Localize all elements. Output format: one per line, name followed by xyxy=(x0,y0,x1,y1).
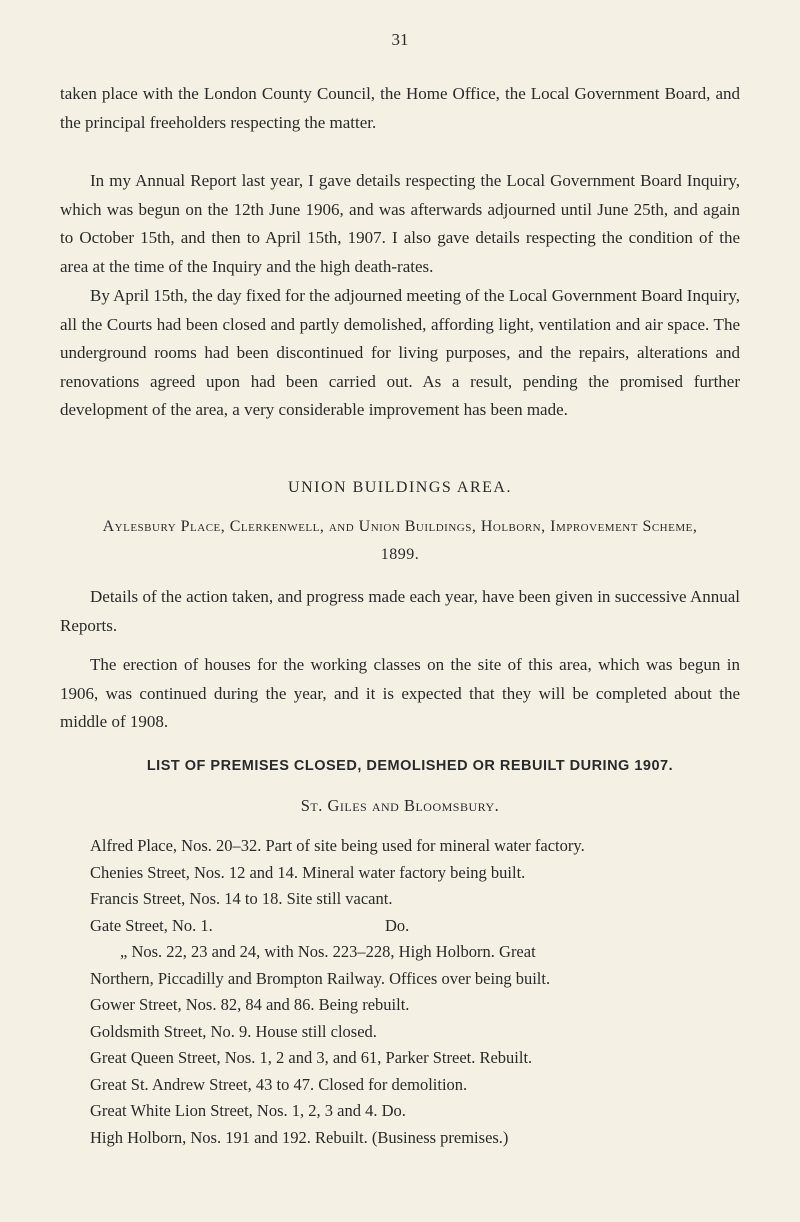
page-number: 31 xyxy=(391,30,409,49)
premises-list xyxy=(90,833,740,1151)
paragraph-1: taken place with the London County Council, the Home Office, the Local Government Board, and the principal freeholders respecting the matter. xyxy=(60,84,740,132)
list-item: „ Nos. 22, 23 and 24, with Nos. 223–228, High Holborn. Great xyxy=(120,942,536,961)
list-item-text: Gate Street, No. 1. xyxy=(90,915,213,935)
list-item: Great Queen Street, Nos. 1, 2 and 3, and 61, Parker Street. Rebuilt. xyxy=(90,1048,533,1067)
list-item: Francis Street, Nos. 14 to 18. Site still vacant. xyxy=(90,889,393,908)
paragraph-3: By April 15th, the day fixed for the adjourned meeting of the Local Government Board Inquiry, all the Courts had been closed and partly demolished, affording light, ventilation and air space. The underground rooms had been discontinued for living purposes, and the repairs, alterations and renovations agreed upon had been carried out. As a result, pending the promised further development of the area, a very considerable improvement has been made. xyxy=(60,286,740,419)
list-item: Great St. Andrew Street, 43 to 47. Closed for demolition. xyxy=(90,1074,468,1094)
section-subheading: Aylesbury Place, Clerkenwell, and Union Buildings, Holborn, Improvement Scheme, 1899. xyxy=(102,518,698,563)
list-item: Gower Street, Nos. 82, 84 and 86. Being rebuilt. xyxy=(90,995,410,1014)
section-heading: UNION BUILDINGS AREA. xyxy=(288,479,512,496)
district-heading: St. Giles and Bloomsbury. xyxy=(300,796,500,815)
ditto-mark: Do. xyxy=(385,915,410,935)
list-item: Great White Lion Street, Nos. 1, 2, 3 and 4. Do. xyxy=(90,1101,406,1120)
section-paragraph-2: The erection of houses for the working classes on the site of this area, which was begun in 1906, was continued during the year, and it is expected that they will be completed about the middle of 1908. xyxy=(60,655,740,731)
list-item-continuation: Northern, Piccadilly and Brompton Railway. Offices over being built. xyxy=(90,968,551,988)
list-item: High Holborn, Nos. 191 and 192. Rebuilt. (Business premises.) xyxy=(90,1127,509,1147)
list-item: Goldsmith Street, No. 9. House still closed. xyxy=(90,1021,377,1041)
paragraph-2: In my Annual Report last year, I gave details respecting the Local Government Board Inquiry, which was begun on the 12th June 1906, and was afterwards adjourned until June 25th, and again to October 15th, and then to April 15th, 1907. I also gave details respecting the condition of the area at the time of the Inquiry and the high death-rates. xyxy=(60,171,740,276)
list-title: LIST OF PREMISES CLOSED, DEMOLISHED OR REBUILT DURING 1907. xyxy=(146,758,674,774)
list-item xyxy=(90,913,740,940)
list-item: Alfred Place, Nos. 20–32. Part of site being used for mineral water factory. xyxy=(90,836,585,855)
section-paragraph-1: Details of the action taken, and progress made each year, have been given in successive Annual Reports. xyxy=(60,587,740,635)
list-item: Chenies Street, Nos. 12 and 14. Mineral water factory being built. xyxy=(90,862,526,882)
